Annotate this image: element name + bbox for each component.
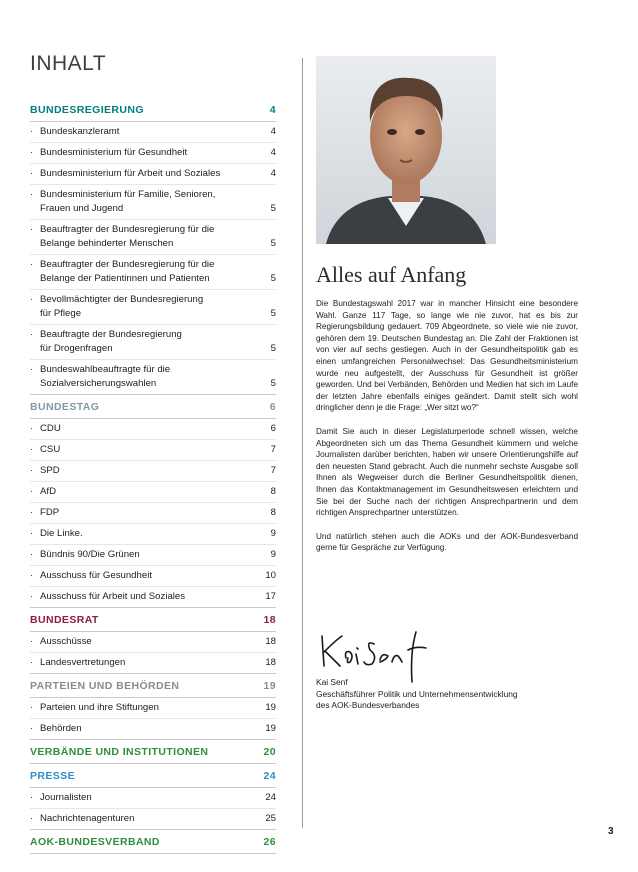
toc-section-heading <box>30 608 276 632</box>
toc-section-title: PRESSE <box>30 770 75 782</box>
toc-entry-page: 8 <box>270 486 276 497</box>
toc-entry-label-wrap <box>30 464 60 478</box>
toc-entry-page: 4 <box>270 147 276 158</box>
bullet-icon: · <box>30 147 34 158</box>
toc-entry-page: 8 <box>270 507 276 518</box>
toc-section <box>30 740 276 764</box>
toc-entry <box>30 653 276 673</box>
toc-entry <box>30 143 276 164</box>
bullet-icon: · <box>30 423 34 434</box>
article-headline: Alles auf Anfang <box>316 262 467 287</box>
toc-entry-label-wrap <box>30 443 60 457</box>
toc-entry-label: Bundesministerium für Familie, Senioren, Frauen und Jugend <box>40 189 216 214</box>
bullet-icon: · <box>30 549 34 560</box>
toc-entry <box>30 698 276 719</box>
bullet-icon: · <box>30 591 34 602</box>
bullet-icon: · <box>30 570 34 581</box>
toc-entry-page: 7 <box>270 444 276 455</box>
toc-entry-page: 19 <box>265 702 276 713</box>
toc-entry-label-wrap <box>30 146 187 160</box>
toc-entry <box>30 164 276 185</box>
toc-entry-page: 5 <box>270 203 276 214</box>
author-organization: des AOK-Bundesverbandes <box>316 700 420 710</box>
bullet-icon: · <box>30 364 34 375</box>
toc-entry <box>30 482 276 503</box>
bullet-icon: · <box>30 259 34 270</box>
toc-entry-page: 4 <box>270 168 276 179</box>
toc-entry-label-wrap <box>30 548 140 562</box>
toc-entry-page: 24 <box>265 792 276 803</box>
toc-entry <box>30 290 276 325</box>
toc-section <box>30 608 276 674</box>
bullet-icon: · <box>30 486 34 497</box>
bullet-icon: · <box>30 702 34 713</box>
toc-entry <box>30 503 276 524</box>
toc-section-page: 24 <box>263 770 276 782</box>
toc-entry <box>30 788 276 809</box>
toc-entry-label: Die Linke. <box>40 528 83 539</box>
toc-entry-page: 5 <box>270 378 276 389</box>
toc-entry-label: Bundesministerium für Gesundheit <box>40 147 188 158</box>
toc-entry-label-wrap <box>30 485 56 499</box>
toc-entry-label: Bundesministerium für Arbeit und Soziales <box>40 168 221 179</box>
toc-entry <box>30 440 276 461</box>
toc-entry-label-wrap <box>30 258 214 286</box>
toc-entry-label: Ausschuss für Arbeit und Soziales <box>40 591 186 602</box>
page-number: 3 <box>608 826 614 837</box>
toc-entry-label-wrap <box>30 223 214 251</box>
toc-title: INHALT <box>30 52 107 75</box>
article-paragraph: Die Bundestagswahl 2017 war in mancher Hinsicht eine besondere Wahl. Ganze 117 Tage, so lange wie nie zuvor, hat es bis zur Regierungsbildung gedauert. 709 Abgeordnete, so viele wie nie zuvor, gehören dem 19. Deutschen Bundestag an. Die Zahl der Fraktionen ist von vier auf sechs gestiegen. Auch in der Gesundheitspolitik gab es einen umfangreichen Personalwechsel: Das Gesundheitsministerium wurde neu aufgestellt, der Ausschuss für Gesundheit ist größer geworden. Und bei Verbänden, Behörden und Medien hat sich im Laufe der letzten Jahre ebenfalls einiges geändert. Damit stellt sich wohl dringlicher denn je die Frage: „Wer sitzt wo?“ <box>316 299 578 413</box>
toc-entry <box>30 524 276 545</box>
toc-entry-page: 4 <box>270 126 276 137</box>
toc-section-page: 18 <box>263 614 276 626</box>
toc-entry-label: Bevollmächtigter der Bundesregierung für Pflege <box>40 294 204 319</box>
toc-entry-page: 9 <box>270 528 276 539</box>
toc-entry-label: AfD <box>40 486 56 497</box>
toc-section-title: PARTEIEN UND BEHÖRDEN <box>30 680 180 692</box>
toc-entry-page: 5 <box>270 238 276 249</box>
toc-section-heading <box>30 764 276 788</box>
toc-entry-label-wrap <box>30 506 59 520</box>
toc-section-title: BUNDESRAT <box>30 614 99 626</box>
toc-section-title: BUNDESTAG <box>30 401 100 413</box>
toc-entry-label: Nachrichtenagenturen <box>40 813 135 824</box>
toc-section-page: 26 <box>263 836 276 848</box>
toc-section-heading <box>30 740 276 763</box>
bullet-icon: · <box>30 465 34 476</box>
toc-entry-page: 10 <box>265 570 276 581</box>
toc-section-page: 4 <box>269 104 276 116</box>
toc-entry <box>30 122 276 143</box>
toc-entry-label-wrap <box>30 812 134 826</box>
toc-entry-label: Beauftragte der Bundesregierung für Drogenfragen <box>40 329 182 354</box>
toc-entry-label: Bundeswahlbeauftragte für die Sozialversicherungswahlen <box>40 364 171 389</box>
bullet-icon: · <box>30 792 34 803</box>
toc-entry <box>30 185 276 220</box>
bullet-icon: · <box>30 813 34 824</box>
bullet-icon: · <box>30 636 34 647</box>
toc-entry-label-wrap <box>30 656 125 670</box>
toc-entry-label-wrap <box>30 422 61 436</box>
toc-entry-label: CDU <box>40 423 61 434</box>
toc-entry-label-wrap <box>30 569 152 583</box>
toc-entry-page: 17 <box>265 591 276 602</box>
bullet-icon: · <box>30 507 34 518</box>
toc-entry-label-wrap <box>30 791 92 805</box>
toc-entry <box>30 587 276 607</box>
toc-entry-page: 25 <box>265 813 276 824</box>
toc-entry-label: Parteien und ihre Stiftungen <box>40 702 159 713</box>
bullet-icon: · <box>30 444 34 455</box>
toc-entry <box>30 419 276 440</box>
toc-section-title: AOK-BUNDESVERBAND <box>30 836 160 848</box>
bullet-icon: · <box>30 224 34 235</box>
toc-entry-label-wrap <box>30 188 215 216</box>
toc-entry <box>30 255 276 290</box>
toc-section-title: BUNDESREGIERUNG <box>30 104 144 116</box>
bullet-icon: · <box>30 528 34 539</box>
toc-section-heading <box>30 98 276 122</box>
author-block <box>316 677 518 712</box>
toc-entry <box>30 566 276 587</box>
bullet-icon: · <box>30 189 34 200</box>
toc-entry-page: 6 <box>270 423 276 434</box>
toc-entry-label: Journalisten <box>40 792 92 803</box>
toc-entry-label: FDP <box>40 507 60 518</box>
toc-entry <box>30 809 276 829</box>
toc-entry-label: Ausschuss für Gesundheit <box>40 570 152 581</box>
author-role: Geschäftsführer Politik und Unternehmensentwicklung <box>316 688 518 699</box>
toc-entry-label: Bundeskanzleramt <box>40 126 120 137</box>
toc-entry-label: Beauftragter der Bundesregierung für die Belange behinderter Menschen <box>40 224 215 249</box>
toc-entry-label: Landesvertretungen <box>40 657 126 668</box>
toc-entry <box>30 360 276 394</box>
toc-entry-label-wrap <box>30 167 220 181</box>
toc-entry-page: 18 <box>265 636 276 647</box>
bullet-icon: · <box>30 329 34 340</box>
toc-section-page: 19 <box>263 680 276 692</box>
toc-entry-label-wrap <box>30 635 92 649</box>
article-paragraph: Und natürlich stehen auch die AOKs und der AOK-Bundesverband gerne für Gespräche zur Verfügung. <box>316 531 578 553</box>
toc-entry-label-wrap <box>30 125 119 139</box>
bullet-icon: · <box>30 657 34 668</box>
toc-entry-label-wrap <box>30 527 83 541</box>
toc-entry-label: Behörden <box>40 723 82 734</box>
toc-entry-page: 5 <box>270 308 276 319</box>
toc-entry-label: Bündnis 90/Die Grünen <box>40 549 140 560</box>
toc-entry-page: 9 <box>270 549 276 560</box>
bullet-icon: · <box>30 723 34 734</box>
toc-entry <box>30 461 276 482</box>
toc-entry-label: Beauftragter der Bundesregierung für die Belange der Patientinnen und Patienten <box>40 259 215 284</box>
toc-section <box>30 395 276 608</box>
bullet-icon: · <box>30 168 34 179</box>
toc-entry-label-wrap <box>30 328 182 356</box>
toc-section-heading <box>30 674 276 698</box>
toc-entry-page: 7 <box>270 465 276 476</box>
toc-section <box>30 764 276 830</box>
toc-entry-label-wrap <box>30 701 159 715</box>
toc-section <box>30 674 276 740</box>
toc-section-page: 20 <box>263 746 276 758</box>
toc-section <box>30 830 276 854</box>
toc-section-heading <box>30 395 276 419</box>
author-name: Kai Senf <box>316 677 348 687</box>
toc-section-page: 6 <box>269 401 276 413</box>
bullet-icon: · <box>30 294 34 305</box>
article-paragraph: Damit Sie auch in dieser Legislaturperiode schnell wissen, welche Abgeordneten sich um das Thema Gesundheit kümmern und welche Journalisten darüber berichten, haben wir unsere Orientierungshilfe auf den neuesten Stand gebracht. Auch die nunmehr sechste Ausgabe soll Ihnen als Wegweiser durch die Berliner Gesundheitspolitik dienen, Ihnen das Kontaktmanagement im Gesundheitswesen erleichtern und Sie bei der Suche nach der richtigen Ansprechpartnerin und dem richtigen Ansprechpartner unterstützen. <box>316 426 578 518</box>
toc-entry <box>30 632 276 653</box>
toc-sections <box>30 98 276 854</box>
column-divider <box>302 58 303 828</box>
editorial-column <box>316 262 578 566</box>
table-of-contents <box>30 52 276 854</box>
toc-entry-label-wrap <box>30 590 185 604</box>
toc-entry <box>30 719 276 739</box>
toc-entry <box>30 220 276 255</box>
toc-entry <box>30 545 276 566</box>
bullet-icon: · <box>30 126 34 137</box>
toc-entry-page: 5 <box>270 273 276 284</box>
portrait-photo <box>316 56 496 244</box>
toc-section-title: VERBÄNDE UND INSTITUTIONEN <box>30 746 209 758</box>
toc-entry-label-wrap <box>30 722 82 736</box>
toc-entry-page: 5 <box>270 343 276 354</box>
toc-section <box>30 98 276 395</box>
toc-entry-label: SPD <box>40 465 60 476</box>
toc-entry-page: 19 <box>265 723 276 734</box>
toc-entry-page: 18 <box>265 657 276 668</box>
toc-entry-label: Ausschüsse <box>40 636 92 647</box>
toc-entry-label-wrap <box>30 293 203 321</box>
toc-entry <box>30 325 276 360</box>
toc-section-heading <box>30 830 276 853</box>
toc-entry-label: CSU <box>40 444 61 455</box>
toc-entry-label-wrap <box>30 363 170 391</box>
